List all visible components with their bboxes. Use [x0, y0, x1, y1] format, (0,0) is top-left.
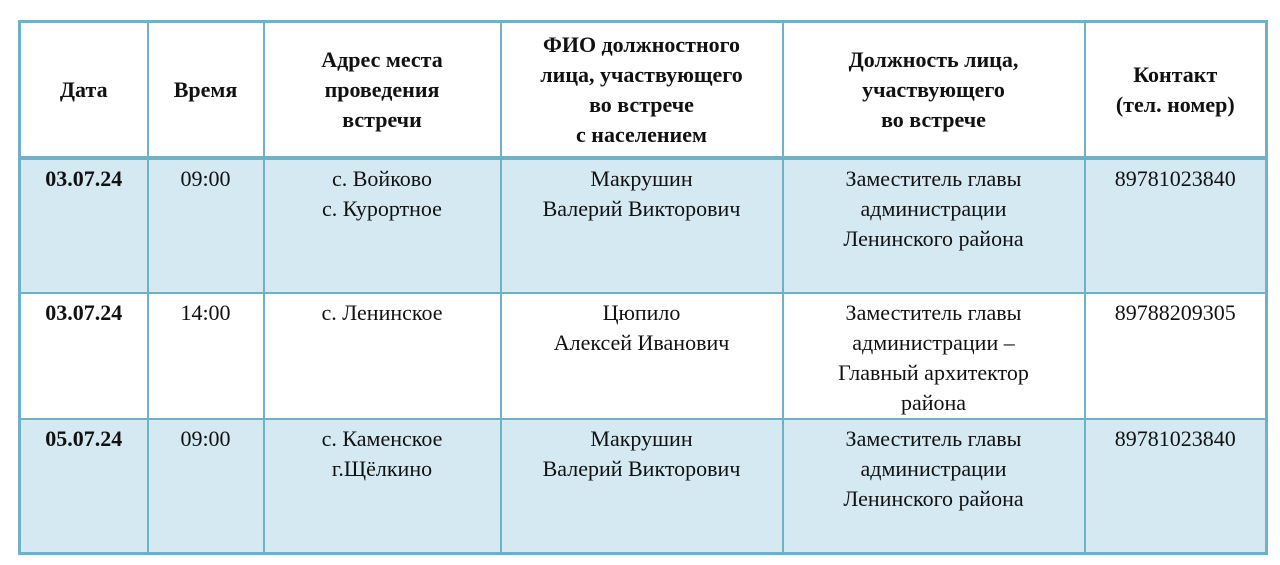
cell-address-line: с. Каменское	[321, 426, 443, 451]
table-row	[20, 293, 1267, 419]
cell-position-line: Главный архитектор	[838, 360, 1029, 385]
header-date	[20, 22, 148, 159]
cell-position	[783, 158, 1085, 293]
header-row	[20, 22, 1267, 159]
cell-address	[264, 158, 501, 293]
cell-date: 03.07.24	[20, 293, 148, 419]
header-position	[783, 22, 1085, 159]
cell-official	[501, 419, 783, 554]
cell-official	[501, 158, 783, 293]
cell-date: 03.07.24	[20, 158, 148, 293]
cell-time: 09:00	[148, 158, 264, 293]
cell-address-line: с. Ленинское	[321, 300, 443, 325]
cell-official-line: Макрушин	[590, 426, 693, 451]
header-contact-line: Контакт	[1133, 61, 1218, 87]
header-time-label: Время	[173, 76, 238, 102]
cell-address-line: г.Щёлкино	[331, 456, 433, 481]
cell-official	[501, 293, 783, 419]
cell-official-line: Макрушин	[590, 166, 693, 191]
header-position-line: Должность лица,	[848, 46, 1019, 72]
cell-address-line: с. Курортное	[322, 196, 442, 221]
cell-position-line: Ленинского района	[843, 486, 1024, 511]
table-header	[20, 22, 1267, 159]
cell-position-line: района	[900, 390, 967, 415]
cell-position-line: Заместитель главы	[845, 426, 1022, 451]
cell-position	[783, 419, 1085, 554]
header-contact	[1085, 22, 1267, 159]
cell-official-line: Алексей Иванович	[553, 330, 730, 355]
header-time	[148, 22, 264, 159]
cell-position	[783, 293, 1085, 419]
cell-contact: 89788209305	[1085, 293, 1267, 419]
cell-contact: 89781023840	[1085, 158, 1267, 293]
cell-position-line: администрации	[860, 196, 1007, 221]
cell-position-line: Заместитель главы	[845, 166, 1022, 191]
header-date-label: Дата	[59, 76, 108, 102]
header-address	[264, 22, 501, 159]
header-address-line: встречи	[342, 106, 422, 132]
cell-address	[264, 419, 501, 554]
header-official-line: лица, участвующего	[540, 61, 743, 87]
cell-time: 09:00	[148, 419, 264, 554]
header-position-line: участвующего	[862, 76, 1005, 102]
cell-date: 05.07.24	[20, 419, 148, 554]
cell-official-line: Цюпило	[602, 300, 681, 325]
cell-official-line: Валерий Викторович	[542, 196, 741, 221]
table-body	[20, 158, 1267, 554]
table-row	[20, 419, 1267, 554]
cell-position-line: администрации –	[852, 330, 1015, 355]
header-official-line: во встрече	[589, 91, 694, 117]
cell-address	[264, 293, 501, 419]
cell-official-line: Валерий Викторович	[542, 456, 741, 481]
cell-position-line: Ленинского района	[843, 226, 1024, 251]
header-address-line: проведения	[324, 76, 440, 102]
table-row	[20, 158, 1267, 293]
header-address-line: Адрес места	[321, 46, 443, 72]
cell-contact: 89781023840	[1085, 419, 1267, 554]
header-official-line: ФИО должностного	[542, 31, 741, 57]
cell-position-line: Заместитель главы	[845, 300, 1022, 325]
cell-time: 14:00	[148, 293, 264, 419]
header-official-line: с населением	[576, 121, 707, 147]
cell-address-line: с. Войково	[331, 166, 433, 191]
header-contact-line: (тел. номер)	[1115, 91, 1235, 117]
cell-position-line: администрации	[860, 456, 1007, 481]
meeting-schedule-table	[18, 20, 1268, 555]
header-official	[501, 22, 783, 159]
header-position-line: во встрече	[881, 106, 986, 132]
